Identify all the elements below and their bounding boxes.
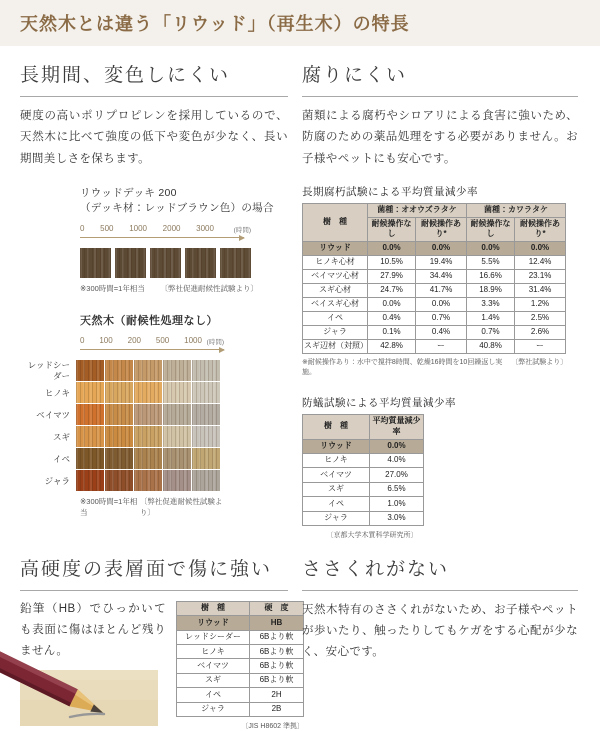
value-cell: 16.6% xyxy=(466,269,514,283)
hardness-left xyxy=(20,599,166,731)
value-cell: 12.4% xyxy=(515,255,566,269)
table-row xyxy=(177,630,304,644)
natural-wood-cell xyxy=(105,360,133,381)
value-cell: 0.7% xyxy=(416,311,467,325)
natural-wood-cell xyxy=(163,470,191,491)
decay-sub-none-2: 耐候操作なし xyxy=(466,217,514,241)
value-cell: 6.5% xyxy=(370,482,424,496)
species-cell: レッドシーダー xyxy=(177,630,250,644)
value-cell: 27.0% xyxy=(370,468,424,482)
table-row xyxy=(177,659,304,673)
natural-wood-cell xyxy=(134,360,162,381)
rewood-deck-caption: リウッドデッキ 200 （デッキ材：レッドブラウン色）の場合 xyxy=(80,186,274,215)
value-cell: 6Bより軟 xyxy=(250,630,304,644)
rewood-swatch xyxy=(150,248,181,278)
natural-wood-cell xyxy=(76,470,104,491)
table-row xyxy=(303,339,566,353)
species-cell: イペ xyxy=(303,311,368,325)
decay-group2: 菌種：カワラタケ xyxy=(466,203,565,217)
natural-wood-cell xyxy=(134,470,162,491)
axis-tick: 100 xyxy=(99,336,113,346)
hardness-title: 高硬度の表層面で傷に強い xyxy=(20,554,288,591)
table-row xyxy=(177,673,304,687)
value-cell: 40.8% xyxy=(466,339,514,353)
page-title: 天然木とは違う「リウッド」（再生木）の特長 xyxy=(20,14,410,34)
species-cell: ジャラ xyxy=(177,702,250,716)
value-cell: ー xyxy=(515,339,566,353)
natural-wood-cell xyxy=(76,360,104,381)
species-cell: リウッド xyxy=(303,241,368,255)
natural-wood-cell xyxy=(163,360,191,381)
section-splinter xyxy=(302,540,578,731)
natural-wood-label: ヒノキ xyxy=(44,387,70,398)
axis-tick: 2000 xyxy=(162,224,181,234)
species-cell: スギ xyxy=(303,482,370,496)
hardness-note: 〔JIS H8602 準拠〕 xyxy=(241,723,304,731)
rewood-timeline xyxy=(80,224,251,246)
table-row xyxy=(303,497,424,511)
axis-tick: 1000 xyxy=(184,336,202,346)
natural-wood-cell xyxy=(105,404,133,425)
natural-wood-cell xyxy=(163,426,191,447)
value-cell: 5.5% xyxy=(466,255,514,269)
natural-timeline-arrow xyxy=(80,349,224,350)
species-cell: リウッド xyxy=(303,439,370,453)
value-cell: 18.9% xyxy=(466,283,514,297)
termite-note: 〔京都大学木質科学研究所〕 xyxy=(326,531,418,539)
decay-group1: 菌種：オオウズラタケ xyxy=(368,203,467,217)
rewood-deck-chart xyxy=(80,186,288,294)
natural-note: ※300時間=1年相当 〔弊社促進耐候性試験より〕 xyxy=(80,497,223,518)
natural-wood-cell xyxy=(192,360,220,381)
natural-wood-label: スギ xyxy=(52,431,70,442)
natural-wood-cell xyxy=(163,404,191,425)
species-cell: スギ xyxy=(177,673,250,687)
natural-wood-chart xyxy=(20,312,288,518)
axis-tick: 0 xyxy=(80,336,85,346)
natural-wood-cell xyxy=(192,382,220,403)
axis-tick: 1000 xyxy=(129,224,147,234)
section-discoloration xyxy=(20,46,288,540)
natural-wood-cell xyxy=(76,448,104,469)
natural-wood-cell xyxy=(105,382,133,403)
axis-tick: 0 xyxy=(80,224,85,234)
natural-wood-cell xyxy=(192,426,220,447)
rewood-note: ※300時間=1年相当 〔弊社促進耐候性試験より〕 xyxy=(80,284,258,294)
hardness-col-value: 硬 度 xyxy=(250,601,304,615)
table-row xyxy=(303,482,424,496)
natural-wood-cell xyxy=(134,448,162,469)
species-cell: ベイスギ心材 xyxy=(303,297,368,311)
value-cell: 2B xyxy=(250,702,304,716)
natural-wood-row xyxy=(44,470,288,491)
axis-tick: 200 xyxy=(127,336,141,346)
value-cell: 10.5% xyxy=(368,255,416,269)
value-cell: 41.7% xyxy=(416,283,467,297)
table-row xyxy=(303,453,424,467)
value-cell: 27.9% xyxy=(368,269,416,283)
hardness-content xyxy=(20,599,304,731)
rewood-timeline-ticks xyxy=(80,224,214,233)
natural-wood-cell xyxy=(105,470,133,491)
decay-table-title: 長期腐朽試験による平均質量減少率 xyxy=(302,185,478,198)
termite-col-value: 平均質量減少率 xyxy=(370,414,424,439)
table-row xyxy=(177,702,304,716)
natural-wood-row xyxy=(52,426,288,447)
value-cell: 0.0% xyxy=(370,439,424,453)
table-row xyxy=(303,269,566,283)
natural-wood-row xyxy=(27,360,288,381)
axis-tick: 3000 xyxy=(196,224,214,234)
value-cell: 3.0% xyxy=(370,511,424,525)
value-cell: 0.0% xyxy=(416,241,467,255)
value-cell: 1.0% xyxy=(370,497,424,511)
decay-col-species: 樹 種 xyxy=(303,203,368,241)
natural-wood-row xyxy=(36,404,288,425)
species-cell: ベイマツ心材 xyxy=(303,269,368,283)
natural-wood-cell xyxy=(76,426,104,447)
natural-wood-grid xyxy=(27,360,288,491)
table-row xyxy=(303,511,424,525)
value-cell: 34.4% xyxy=(416,269,467,283)
value-cell: ー xyxy=(416,339,467,353)
species-cell: スギ心材 xyxy=(303,283,368,297)
value-cell: 2H xyxy=(250,688,304,702)
natural-wood-grid-wrap xyxy=(27,336,288,518)
hardness-body: 鉛筆（HB）でひっかいても表面に傷はほとんど残りません。 xyxy=(20,602,166,658)
natural-timeline xyxy=(80,336,224,358)
natural-wood-cell xyxy=(192,448,220,469)
value-cell: 0.0% xyxy=(416,297,467,311)
natural-wood-cell xyxy=(76,404,104,425)
natural-wood-label: イペ xyxy=(52,453,70,464)
termite-col-species: 樹 種 xyxy=(303,414,370,439)
page-content xyxy=(0,46,600,731)
rewood-timeline-arrow xyxy=(80,237,244,238)
hardness-right xyxy=(176,599,304,731)
decay-sub-none-1: 耐候操作なし xyxy=(368,217,416,241)
table-row xyxy=(303,297,566,311)
species-cell: イペ xyxy=(177,688,250,702)
table-row xyxy=(177,688,304,702)
natural-wood-cell xyxy=(192,404,220,425)
natural-wood-cell xyxy=(134,426,162,447)
rewood-swatch xyxy=(80,248,111,278)
value-cell: 3.3% xyxy=(466,297,514,311)
discoloration-body: 硬度の高いポリプロピレンを採用しているので、天然木に比べて強度の低下や変色が少なく、長い期間美しさを保ちます。 xyxy=(20,110,288,165)
species-cell: ジャラ xyxy=(303,511,370,525)
value-cell: 6Bより軟 xyxy=(250,673,304,687)
natural-wood-title: 天然木（耐候性処理なし） xyxy=(80,315,218,328)
axis-tick: 500 xyxy=(100,224,114,234)
value-cell: 23.1% xyxy=(515,269,566,283)
termite-table xyxy=(302,414,424,526)
natural-wood-cell xyxy=(192,470,220,491)
value-cell: 2.6% xyxy=(515,325,566,339)
splinter-title: ささくれがない xyxy=(302,554,578,591)
table-row xyxy=(177,616,304,630)
decay-table xyxy=(302,203,566,354)
value-cell: 19.4% xyxy=(416,255,467,269)
species-cell: ベイマツ xyxy=(177,659,250,673)
species-cell: ジャラ xyxy=(303,325,368,339)
natural-wood-cell xyxy=(163,382,191,403)
value-cell: 2.5% xyxy=(515,311,566,325)
species-cell: ベイマツ xyxy=(303,468,370,482)
hardness-col-species: 樹 種 xyxy=(177,601,250,615)
value-cell: 42.8% xyxy=(368,339,416,353)
decay-note: ※耐候操作あり：水中で撹拌8時間、乾燥16時間を10回繰返し実施。 〔弊社試験より〕 xyxy=(302,358,568,376)
rewood-timeline-unit: (時間) xyxy=(233,227,251,235)
natural-wood-row xyxy=(52,448,288,469)
value-cell: 6Bより軟 xyxy=(250,659,304,673)
value-cell: 31.4% xyxy=(515,283,566,297)
natural-wood-cell xyxy=(105,426,133,447)
natural-wood-cell xyxy=(163,448,191,469)
species-cell: リウッド xyxy=(177,616,250,630)
table-row xyxy=(303,325,566,339)
decay-sub-with-2: 耐候操作あり* xyxy=(515,217,566,241)
table-row xyxy=(303,283,566,297)
splinter-body: 天然木特有のささくれがないため、お子様やペットが歩いたり、触ったりしてもケガをする心配が少なく、安心です。 xyxy=(302,603,578,659)
hardness-table xyxy=(176,601,304,717)
natural-wood-label: ジャラ xyxy=(44,475,70,486)
value-cell: 0.0% xyxy=(368,241,416,255)
decay-sub-with-1: 耐候操作あり* xyxy=(416,217,467,241)
value-cell: 4.0% xyxy=(370,453,424,467)
rot-title: 腐りにくい xyxy=(302,60,578,97)
rewood-swatches xyxy=(80,248,288,278)
pencil-photo xyxy=(20,670,158,726)
rewood-swatch xyxy=(185,248,216,278)
table-row xyxy=(303,468,424,482)
natural-wood-label: レッドシーダー xyxy=(27,360,70,381)
natural-wood-row xyxy=(44,382,288,403)
species-cell: イペ xyxy=(303,497,370,511)
natural-wood-cell xyxy=(134,382,162,403)
rewood-swatch xyxy=(220,248,251,278)
value-cell: 0.0% xyxy=(368,297,416,311)
value-cell: 0.1% xyxy=(368,325,416,339)
natural-wood-cell xyxy=(76,382,104,403)
value-cell: 6Bより軟 xyxy=(250,645,304,659)
value-cell: 0.0% xyxy=(466,241,514,255)
value-cell: HB xyxy=(250,616,304,630)
value-cell: 24.7% xyxy=(368,283,416,297)
discoloration-title: 長期間、変色しにくい xyxy=(20,60,288,97)
species-cell: ヒノキ xyxy=(177,645,250,659)
table-row xyxy=(303,439,424,453)
species-cell: ヒノキ心材 xyxy=(303,255,368,269)
value-cell: 1.2% xyxy=(515,297,566,311)
natural-wood-label: ベイマツ xyxy=(36,409,70,420)
table-row xyxy=(303,241,566,255)
page-banner xyxy=(0,0,600,46)
value-cell: 0.4% xyxy=(416,325,467,339)
top-row xyxy=(20,46,582,540)
natural-wood-cell xyxy=(134,404,162,425)
table-row xyxy=(177,645,304,659)
rewood-swatch xyxy=(115,248,146,278)
rot-body: 菌類による腐朽やシロアリによる食害に強いため、防腐のための薬品処理をする必要がありません。お子様やペットにも安心です。 xyxy=(302,110,578,165)
section-hardness xyxy=(20,540,304,731)
table-row xyxy=(303,311,566,325)
value-cell: 0.0% xyxy=(515,241,566,255)
bottom-row xyxy=(20,540,582,731)
natural-timeline-ticks xyxy=(80,336,202,345)
termite-table-title: 防蟻試験による平均質量減少率 xyxy=(302,396,456,409)
section-rot xyxy=(302,46,578,540)
natural-timeline-unit: (時間) xyxy=(206,339,224,347)
axis-tick: 500 xyxy=(155,336,170,346)
natural-wood-cell xyxy=(105,448,133,469)
value-cell: 1.4% xyxy=(466,311,514,325)
table-row xyxy=(303,255,566,269)
value-cell: 0.4% xyxy=(368,311,416,325)
species-cell: スギ辺材（対照） xyxy=(303,339,368,353)
species-cell: ヒノキ xyxy=(303,453,370,467)
value-cell: 0.7% xyxy=(466,325,514,339)
